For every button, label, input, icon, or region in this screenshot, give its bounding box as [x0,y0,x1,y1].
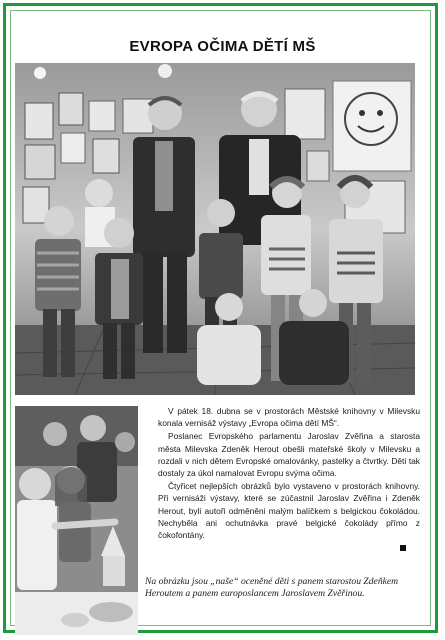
article-body [158,405,420,542]
end-of-article-mark [400,545,406,551]
chocolate-fountain-photo [15,406,138,635]
article-paragraph: V pátek 18. dubna se v prostorách Městské knihovny v Milevsku konala vernisáž výstavy „Evropa očima dětí MŠ“. [158,406,420,429]
article-paragraph: Čtyřicet nejlepších obrázků bylo vystaveno v prostorách knihovny. Při vernisáži výstavy, které se zúčastnil Jaroslav Zvěřina i Zdeněk Herout, byli autoři odměněni malým balíčkem s belgickou čokoládou. Nechyběla ani ochutnávka pravé belgické čokolády přímo z čokofontány. [158,481,420,541]
article-title: EVROPA OČIMA DĚTÍ MŠ [129,38,316,55]
group-photo [15,63,415,395]
group-photo-illustration [15,63,415,395]
article-paragraph: Poslanec Evropského parlamentu Jaroslav Zvěřina a starosta města Milevska Zdeněk Herout obešli mateřské školy v Milevsku a rozdali v nich dětem Evropské omalovánky, pastelky a čtvrtky. Děti tak dostaly za úkol namalovat Evropu svýma očima. [158,431,420,479]
photo-caption: Na obrázku jsou „naše“ oceněné děti s panem starostou Zdeňkem Heroutem a panem europoslancem Jaroslavem Zvěřinou. [145,576,399,600]
chocolate-fountain-illustration [15,406,138,635]
